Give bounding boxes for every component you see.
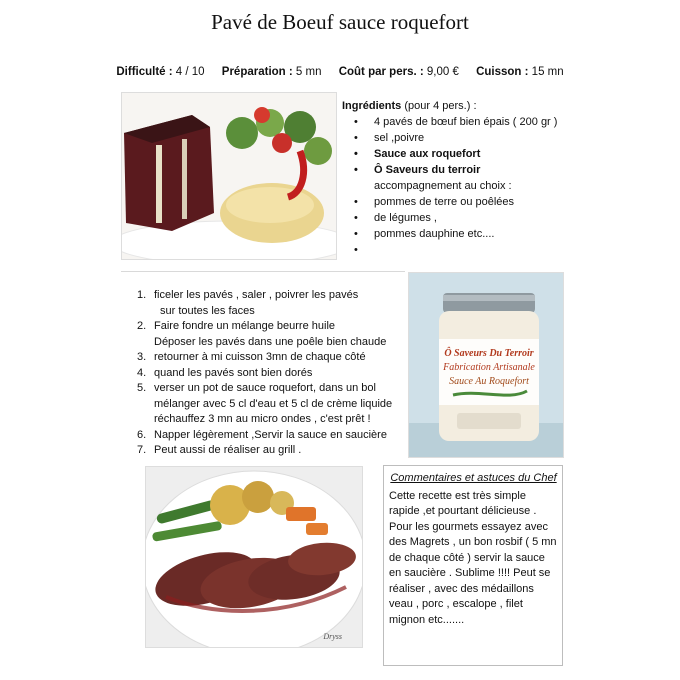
step-item (130, 366, 410, 382)
step-text: réchauffez 3 mn au micro ondes , c'est prêt ! (154, 413, 371, 425)
step-number: 4. (137, 366, 147, 379)
chef-tips-body: Cette recette est très simple rapide ,et pourtant délicieuse . Pour les gourmets essayez avec des Magrets , un bon rosbif ( 5 mn de chaque côté ) servir la sauce en saucière . Sublime !!!! Peut se réaliser , avec des médaillons veau , porc , escalope , filet mignon etc....... (389, 489, 557, 626)
step-number: 5. (137, 382, 147, 394)
step-item (130, 397, 410, 413)
step-text: Peut aussi de réaliser au grill . (154, 444, 302, 456)
cook-label: Cuisson : (476, 66, 529, 78)
prep-label: Préparation : (221, 66, 293, 78)
step-item (130, 381, 410, 397)
step-number: 3. (137, 351, 147, 363)
step-text: quand les pavés sont bien dorés (154, 366, 313, 379)
recipe-title: Pavé de Boeuf sauce roquefort (211, 10, 469, 34)
photo-signature: Dryss (323, 632, 342, 641)
cost-label: Coût par pers. : (338, 66, 424, 78)
ingredients-list (342, 114, 582, 258)
plated-dish-photo (145, 466, 363, 648)
cost-value: 9,00 € (426, 66, 459, 78)
step-text: Napper légèrement ,Servir la sauce en saucière (154, 428, 387, 441)
steps-section (130, 288, 410, 459)
step-text: retourner à mi cuisson 3mn de chaque côté (154, 351, 366, 363)
steak-photo (121, 92, 337, 260)
step-item (130, 288, 410, 304)
ingredient-item: • 4 pavés de bœuf bien épais ( 200 gr ) (342, 114, 582, 130)
step-item (130, 428, 410, 444)
step-item (130, 304, 410, 320)
steps-list (130, 288, 410, 459)
chef-tips-box (383, 465, 563, 666)
step-item (130, 412, 410, 428)
step-item (130, 319, 410, 335)
recipe-meta (0, 66, 680, 78)
ingredient-item: • sel ,poivre (342, 130, 582, 146)
ingredient-item: • pommes dauphine etc.... (342, 226, 582, 242)
ingredients-servings: (pour 4 pers.) : (404, 100, 477, 112)
step-number: 6. (137, 428, 147, 441)
ingredient-item: • Sauce aux roquefort (342, 146, 582, 162)
step-text: Faire fondre un mélange beurre huile (154, 320, 336, 332)
jar-label-line3: Sauce Au Roquefort (449, 376, 529, 387)
step-text: ficeler les pavés , saler , poivrer les pavés (154, 289, 359, 301)
step-item (130, 335, 410, 351)
step-text: mélanger avec 5 cl d'eau et 5 cl de crème liquide (154, 397, 393, 410)
ingredient-item: • Ô Saveurs du terroir (342, 162, 582, 178)
ingredient-item: • de légumes , (342, 210, 582, 226)
step-text: verser un pot de sauce roquefort, dans un bol (154, 382, 376, 394)
step-item (130, 350, 410, 366)
chef-tips-title: Commentaires et astuces du Chef (390, 472, 557, 484)
ingredient-item: accompagnement au choix : (374, 180, 512, 192)
cook-value: 15 mn (531, 66, 564, 78)
step-text: sur toutes les faces (160, 304, 255, 317)
section-divider (121, 271, 405, 272)
ingredient-item: • pommes de terre ou poêlées (342, 194, 582, 210)
step-item (130, 443, 410, 459)
difficulty-value: 4 / 10 (175, 66, 205, 78)
ingredients-section (342, 98, 582, 258)
difficulty-label: Difficulté : (116, 66, 173, 78)
ingredients-header (342, 98, 582, 114)
jar-label-line1: Ô Saveurs Du Terroir (444, 348, 534, 359)
prep-value: 5 mn (295, 66, 322, 78)
step-number: 2. (137, 320, 147, 332)
ingredient-item (342, 242, 582, 258)
step-number: 1. (137, 289, 147, 301)
step-number: 7. (137, 444, 147, 456)
step-text: Déposer les pavés dans une poêle bien chaude (154, 335, 387, 348)
sauce-jar-photo (408, 272, 564, 458)
ingredients-heading: Ingrédients (342, 100, 402, 112)
jar-label-line2: Fabrication Artisanale (443, 362, 535, 373)
